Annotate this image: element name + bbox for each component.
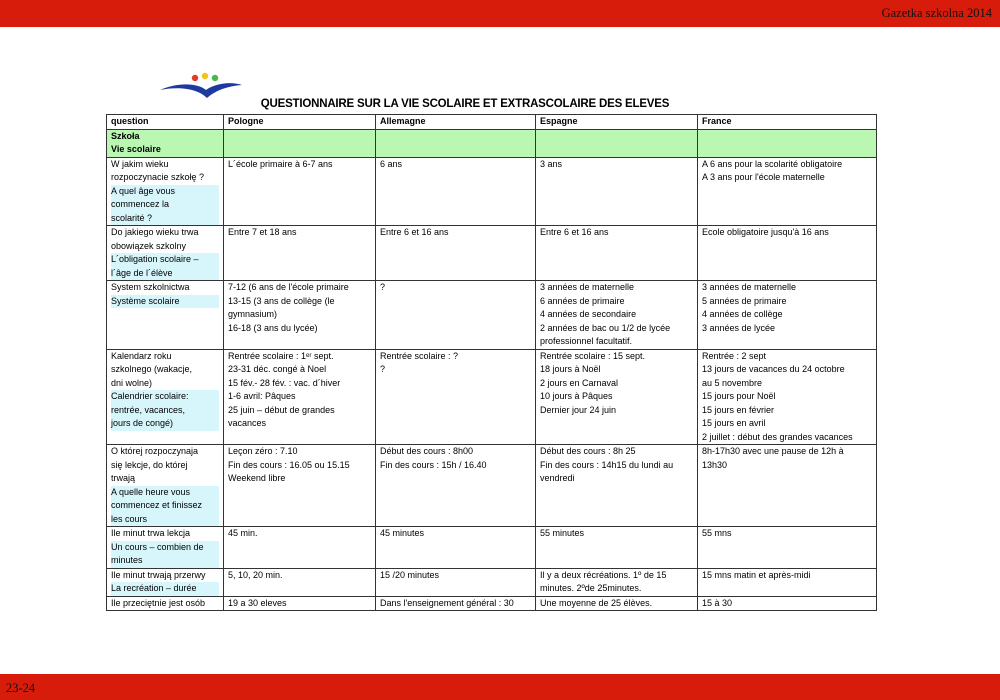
question-text-fr: les cours — [111, 513, 219, 527]
section-label — [107, 129, 224, 157]
answer-line: 5, 10, 20 min. — [228, 569, 283, 580]
bottom-banner — [0, 674, 1000, 700]
answer-line: Weekend libre — [228, 473, 286, 483]
question-text-pl: Kalendarz roku — [111, 350, 172, 361]
question-text-fr: jours de congé) — [111, 417, 219, 431]
table-row — [107, 568, 877, 596]
answer-line: Début des cours : 8h 25 — [540, 446, 636, 456]
answer-line: 2 années de bac ou 1/2 de lycée — [540, 322, 671, 333]
answer-cell-france — [698, 596, 877, 611]
answer-line: Leçon zéro : 7.10 — [228, 446, 298, 456]
answer-cell-espagne — [536, 596, 698, 611]
questionnaire-table — [106, 114, 877, 611]
answer-line: 2 jours en Carnaval — [540, 377, 619, 388]
section-cell — [376, 129, 536, 157]
answer-cell-france — [698, 157, 877, 226]
section-row — [107, 129, 877, 157]
answer-line: minutes. 2ºde 25minutes. — [540, 583, 642, 593]
answer-line: 18 jours à Noël — [540, 364, 601, 374]
answer-line: 4 années de secondaire — [540, 309, 637, 319]
col-header-pologne: Pologne — [224, 115, 376, 130]
question-text-pl: Ile minut trwają przerwy — [111, 569, 206, 580]
answer-line: Ecole obligatoire jusqu'à 16 ans — [702, 227, 829, 237]
question-text-fr: A quel âge vous — [111, 185, 219, 199]
col-header-espagne: Espagne — [536, 115, 698, 130]
answer-cell-france — [698, 527, 877, 569]
question-text-pl: System szkolnictwa — [111, 282, 190, 292]
answer-line: 1-6 avril: Pâques — [228, 391, 296, 401]
answer-line: 15 jours en février — [702, 404, 775, 415]
table-row — [107, 445, 877, 527]
question-text-pl: Ile minut trwa lekcja — [111, 528, 191, 538]
answer-line: Rentrée : 2 sept — [702, 350, 767, 361]
section-cell — [536, 129, 698, 157]
answer-line: 3 ans — [540, 158, 563, 169]
answer-cell-espagne — [536, 226, 698, 281]
answer-line: Entre 7 et 18 ans — [228, 227, 297, 237]
answer-line: Rentrée scolaire : 15 sept. — [540, 350, 646, 361]
answer-line: 15 fév.- 28 fév. : vac. d´hiver — [228, 377, 341, 388]
answer-cell-pologne — [224, 445, 376, 527]
answer-line: 23-31 déc. congé à Noel — [228, 364, 327, 374]
col-header-france: France — [698, 115, 877, 130]
question-cell — [107, 568, 224, 596]
answer-line: Une moyenne de 25 élèves. — [540, 597, 653, 608]
answer-line: 5 années de primaire — [702, 295, 787, 306]
logo-dot-yellow — [202, 73, 208, 79]
col-header-question: question — [107, 115, 224, 130]
answer-line: 3 années de lycée — [702, 322, 776, 333]
answer-line: 13-15 (3 ans de collège (le — [228, 295, 335, 306]
page-numbers: 23-24 — [6, 681, 36, 695]
answer-cell-allemagne — [376, 281, 536, 350]
top-banner — [0, 0, 1000, 27]
answer-line: A 3 ans pour l'école maternelle — [702, 172, 825, 182]
answer-line: 8h-17h30 avec une pause de 12h à — [702, 446, 844, 456]
answer-line: gymnasium) — [228, 309, 278, 319]
table-row — [107, 226, 877, 281]
question-text-fr: commencez la — [111, 198, 219, 212]
answer-line: 13h30 — [702, 459, 728, 470]
question-cell — [107, 527, 224, 569]
answer-line: Fin des cours : 14h15 du lundi au — [540, 459, 674, 470]
answer-cell-pologne — [224, 281, 376, 350]
answer-cell-espagne — [536, 281, 698, 350]
logo-dot-green — [212, 75, 218, 81]
question-text-fr: Système scolaire — [111, 295, 219, 309]
answer-line: Rentrée scolaire : 1ᵉʳ sept. — [228, 350, 334, 361]
answer-line: 10 jours à Pâques — [540, 391, 613, 401]
answer-line: 55 minutes — [540, 528, 585, 538]
answer-line: 15 jours pour Noël — [702, 391, 776, 401]
question-cell — [107, 349, 224, 445]
answer-cell-allemagne — [376, 527, 536, 569]
question-cell — [107, 281, 224, 350]
answer-cell-espagne — [536, 527, 698, 569]
question-text-pl: Do jakiego wieku trwa — [111, 227, 199, 237]
answer-line: 15 à 30 — [702, 597, 733, 608]
answer-line: vacances — [228, 418, 267, 428]
question-text-fr: La recréation – durée — [111, 582, 219, 596]
answer-cell-pologne — [224, 527, 376, 569]
answer-line: au 5 novembre — [702, 377, 763, 388]
answer-line: 45 minutes — [380, 528, 425, 538]
question-text-pl: Ile przeciętnie jest osób — [111, 597, 206, 608]
answer-cell-allemagne — [376, 568, 536, 596]
answer-line: 7-12 (6 ans de l'école primaire — [228, 282, 349, 292]
answer-line: 15 mns matin et après-midi — [702, 569, 811, 580]
question-text-fr: A quelle heure vous — [111, 486, 219, 500]
answer-cell-france — [698, 349, 877, 445]
question-text-pl: dni wolne) — [111, 377, 153, 388]
question-text-fr: scolarité ? — [111, 212, 219, 226]
answer-line: 3 années de maternelle — [540, 282, 635, 292]
table-header-row — [107, 115, 877, 130]
answer-cell-pologne — [224, 349, 376, 445]
answer-line: Entre 6 et 16 ans — [380, 227, 449, 237]
answer-line: 55 mns — [702, 528, 732, 538]
question-text-pl: obowiązek szkolny — [111, 240, 187, 251]
answer-cell-pologne — [224, 596, 376, 611]
logo-dot-red — [192, 75, 198, 81]
answer-line: Début des cours : 8h00 — [380, 446, 474, 456]
answer-line: ? — [380, 364, 386, 374]
section-cell — [698, 129, 877, 157]
table-row — [107, 596, 877, 611]
answer-cell-allemagne — [376, 596, 536, 611]
question-text-fr: commencez et finissez — [111, 499, 219, 513]
question-text-fr: Calendrier scolaire: — [111, 390, 219, 404]
answer-line: 6 années de primaire — [540, 295, 625, 306]
document-title: QUESTIONNAIRE SUR LA VIE SCOLAIRE ET EXTRASCOLAIRE DES ELEVES — [260, 98, 670, 110]
newspaper-name: Gazetka szkolna 2014 — [881, 6, 992, 20]
answer-line: 25 juin – début de grandes — [228, 404, 335, 415]
answer-cell-espagne — [536, 349, 698, 445]
section-label-pl: Szkoła — [111, 130, 140, 141]
table-row — [107, 527, 877, 569]
table-row — [107, 157, 877, 226]
answer-line: A 6 ans pour la scolarité obligatoire — [702, 158, 843, 169]
answer-cell-espagne — [536, 445, 698, 527]
question-text-fr: minutes — [111, 554, 219, 568]
answer-line: Il y a deux récréations. 1º de 15 — [540, 569, 667, 580]
answer-line: Dans l'enseignement général : 30 — [380, 597, 514, 608]
logo-arc — [160, 83, 242, 98]
answer-line: professionnel facultatif. — [540, 336, 633, 346]
question-text-fr: L´obligation scolaire – — [111, 253, 219, 267]
question-cell — [107, 157, 224, 226]
answer-line: 3 années de maternelle — [702, 282, 797, 292]
answer-cell-espagne — [536, 157, 698, 226]
answer-line: Fin des cours : 16.05 ou 15.15 — [228, 459, 350, 470]
answer-line: vendredi — [540, 473, 575, 483]
answer-line: Fin des cours : 15h / 16.40 — [380, 459, 487, 470]
answer-line: ? — [380, 282, 386, 292]
question-text-pl: rozpoczynacie szkołę ? — [111, 172, 205, 182]
answer-cell-espagne — [536, 568, 698, 596]
answer-line: Rentrée scolaire : ? — [380, 350, 459, 361]
answer-cell-allemagne — [376, 445, 536, 527]
section-cell — [224, 129, 376, 157]
answer-line: Entre 6 et 16 ans — [540, 227, 609, 237]
table-row — [107, 349, 877, 445]
answer-cell-france — [698, 568, 877, 596]
question-text-pl: trwają — [111, 473, 136, 483]
answer-line: 13 jours de vacances du 24 octobre — [702, 364, 845, 374]
answer-line: Dernier jour 24 juin — [540, 404, 617, 415]
question-text-pl: W jakim wieku — [111, 158, 169, 169]
question-text-fr: rentrée, vacances, — [111, 404, 219, 418]
answer-line: 6 ans — [380, 158, 403, 169]
answer-line: 2 juillet : début des grandes vacances — [702, 431, 853, 442]
answer-line: 45 min. — [228, 528, 258, 538]
answer-line: 15 /20 minutes — [380, 569, 440, 580]
answer-cell-allemagne — [376, 226, 536, 281]
answer-cell-allemagne — [376, 157, 536, 226]
answer-cell-pologne — [224, 157, 376, 226]
section-label-fr: Vie scolaire — [111, 144, 161, 154]
question-text-pl: się lekcje, do której — [111, 459, 188, 470]
answer-line: 4 années de collège — [702, 309, 783, 319]
question-cell — [107, 596, 224, 611]
question-cell — [107, 226, 224, 281]
answer-cell-pologne — [224, 568, 376, 596]
answer-cell-france — [698, 226, 877, 281]
question-cell — [107, 445, 224, 527]
answer-line: L´école primaire à 6-7 ans — [228, 158, 333, 169]
answer-cell-france — [698, 281, 877, 350]
question-text-pl: O której rozpoczynaja — [111, 446, 199, 456]
answer-cell-allemagne — [376, 349, 536, 445]
question-text-pl: szkolnego (wakacje, — [111, 364, 193, 374]
table-row — [107, 281, 877, 350]
question-text-fr: l´âge de l´élève — [111, 267, 219, 281]
answer-cell-france — [698, 445, 877, 527]
col-header-allemagne: Allemagne — [376, 115, 536, 130]
answer-line: 16-18 (3 ans du lycée) — [228, 322, 318, 333]
question-text-fr: Un cours – combien de — [111, 541, 219, 555]
answer-cell-pologne — [224, 226, 376, 281]
answer-line: 19 a 30 eleves — [228, 597, 287, 608]
answer-line: 15 jours en avril — [702, 418, 766, 428]
